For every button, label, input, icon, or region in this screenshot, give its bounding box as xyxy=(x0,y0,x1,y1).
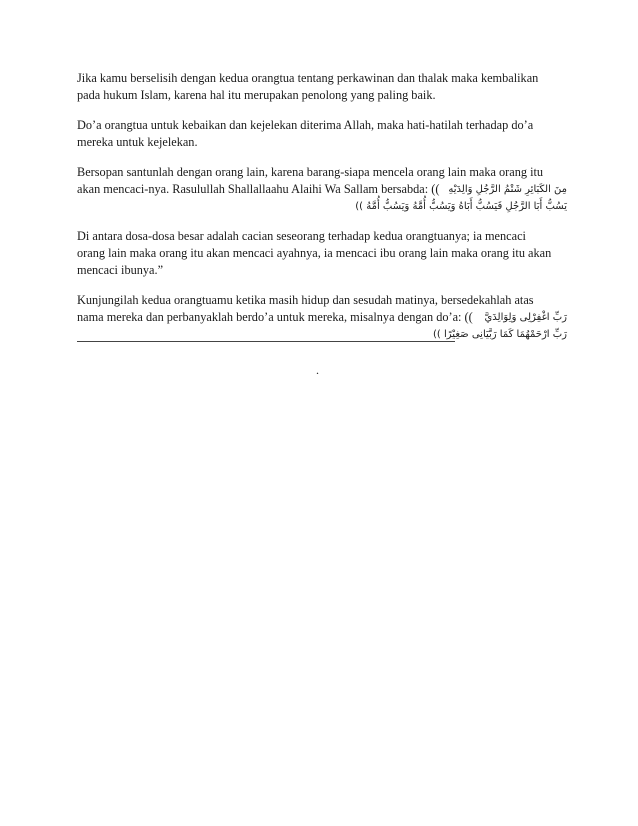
paragraph-3 xyxy=(77,164,567,215)
paragraph-5-line-2 xyxy=(77,309,567,326)
paragraph-4-line-3: mencaci ibunya.” xyxy=(77,263,164,277)
paragraph-1 xyxy=(77,70,567,104)
paragraph-2-line-1: Do’a orangtua untuk kebaikan dan kejelekan diterima Allah, maka hati-hatilah terhadap do’a xyxy=(77,118,534,132)
footer-dot: . xyxy=(316,363,319,377)
paragraph-3-line-1: Bersopan santunlah dengan orang lain, karena barang-siapa mencela orang lain maka orang itu xyxy=(77,165,544,179)
paragraph-3-line-2-latin: akan mencaci-nya. Rasulullah Shallallaahu Alaihi Wa Sallam bersabda: (( xyxy=(77,182,440,196)
paragraph-2 xyxy=(77,117,567,151)
paragraph-5-line-1: Kunjungilah kedua orangtuamu ketika masih hidup dan sesudah matinya, bersedekahlah atas xyxy=(77,293,534,307)
paragraph-2-line-2: mereka untuk kejelekan. xyxy=(77,135,198,149)
horizontal-divider xyxy=(77,341,455,342)
paragraph-5-line-2-arabic: رَبِّ اغْفِرْلِى وَلِوَالِدَيَّ xyxy=(484,312,567,323)
paragraph-5-line-3-arabic: رَبِّ ارْحَمْهُمَا كَمَا رَبَّيَانِى صَغِيْرًا )) xyxy=(433,329,567,340)
paragraph-4-line-1: Di antara dosa-dosa besar adalah cacian seseorang terhadap kedua orangtuanya; ia mencaci xyxy=(77,229,526,243)
document-body xyxy=(77,70,567,356)
paragraph-3-line-3-arabic: يَسُبُّ أَبَا الرَّجُلِ فَيَسُبُّ أَبَاهُ وَيَسُبُّ أُمَّهُ وَيَسُبُّ أُمَّهُ )) xyxy=(355,201,567,212)
paragraph-5-line-2-latin: nama mereka dan perbanyaklah berdo’a untuk mereka, misalnya dengan do’a: (( xyxy=(77,310,473,324)
paragraph-1-line-2: pada hukum Islam, karena hal itu merupakan penolong yang paling baik. xyxy=(77,88,436,102)
paragraph-3-line-2 xyxy=(77,181,567,198)
paragraph-1-line-1: Jika kamu berselisih dengan kedua orangtua tentang perkawinan dan thalak maka kembalikan xyxy=(77,71,539,85)
paragraph-4 xyxy=(77,228,567,279)
paragraph-4-line-2: orang lain maka orang itu akan mencaci ayahnya, ia mencaci ibu orang lain maka orang itu akan xyxy=(77,246,552,260)
paragraph-3-line-2-arabic: مِنَ الكَبَائِرِ شَتْمُ الرَّجُلِ وَالِدَيْهِ xyxy=(448,184,567,195)
paragraph-5 xyxy=(77,292,567,343)
